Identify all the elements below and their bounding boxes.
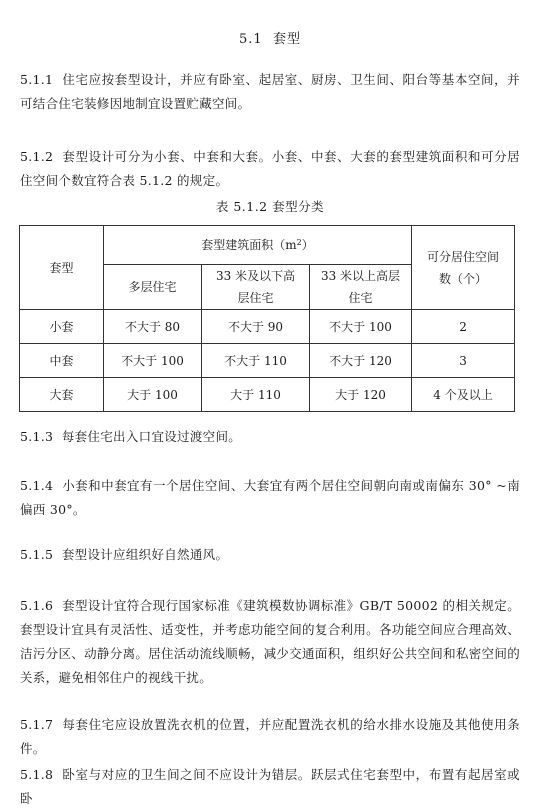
clause-text: 住宅应按套型设计，并应有卧室、起居室、厨房、卫生间、阳台等基本空间，并可结合住宅装修因地制宜设置贮藏空间。 (20, 72, 520, 111)
cell-multi: 大于 100 (104, 378, 202, 412)
clause-number: 5.1.7 (20, 717, 54, 732)
clause-number: 5.1.3 (20, 429, 54, 444)
cell-above33: 大于 120 (310, 378, 412, 412)
clause-text: 套型设计宜符合现行国家标准《建筑模数协调标准》GB/T 50002 的相关规定。套型设计宜具有灵活性、适变性，并考虑功能空间的复合利用。各功能空间应合理高效、洁污分区、动静分离。居住活动流线顺畅，减少交通面积，组织好公共空间和私密空间的关系，避免相邻住户的视线干扰。 (20, 598, 520, 685)
cell-rooms: 2 (412, 310, 515, 344)
clause-number: 5.1.5 (20, 547, 54, 562)
table-row (20, 378, 515, 412)
clause-5-1-7 (20, 713, 520, 761)
header-rooms: 可分居住空间数（个） (412, 226, 515, 310)
cell-multi: 不大于 80 (104, 310, 202, 344)
table-row (20, 310, 515, 344)
clause-number: 5.1.8 (20, 767, 54, 782)
clause-text: 小套和中套宜有一个居住空间、大套宜有两个居住空间朝向南或南偏东 30° ~南偏西 30°。 (20, 478, 520, 517)
clause-number: 5.1.2 (20, 149, 54, 164)
clause-text: 每套住宅应设放置洗衣机的位置，并应配置洗衣机的给水排水设施及其他使用条件。 (20, 717, 520, 756)
clause-number: 5.1.4 (20, 478, 54, 493)
cell-below33: 不大于 110 (202, 344, 310, 378)
header-high-rise-above-33: 33 米以上高层住宅 (310, 265, 412, 310)
cell-above33: 不大于 120 (310, 344, 412, 378)
cell-above33: 不大于 100 (310, 310, 412, 344)
clause-text: 套型设计应组织好自然通风。 (61, 547, 229, 562)
clause-number: 5.1.1 (20, 72, 54, 87)
header-area-group: 套型建筑面积$(m^2)$ (104, 226, 412, 265)
apartment-type-table (19, 225, 515, 412)
header-multi-storey: 多层住宅 (104, 265, 202, 310)
clause-5-1-5 (20, 543, 520, 567)
clause-text: 卧室与对应的卫生间之间不应设计为错层。跃层式住宅套型中，布置有起居室或卧 (20, 767, 520, 806)
table-header-row (20, 226, 515, 265)
clause-5-1-8 (20, 763, 520, 806)
cell-rooms: 4 个及以上 (412, 378, 515, 412)
cell-multi: 不大于 100 (104, 344, 202, 378)
clause-5-1-4 (20, 474, 520, 522)
cell-rooms: 3 (412, 344, 515, 378)
table-caption: 表 5.1.2 套型分类 (215, 199, 325, 214)
clause-text: 每套住宅出入口宜设过渡空间。 (61, 429, 242, 444)
clause-5-1-1 (20, 68, 520, 116)
cell-type: 小套 (20, 310, 104, 344)
cell-type: 大套 (20, 378, 104, 412)
clause-5-1-3 (20, 425, 520, 449)
table-row (20, 344, 515, 378)
header-type: 套型 (20, 226, 104, 310)
cell-below33: 大于 110 (202, 378, 310, 412)
cell-type: 中套 (20, 344, 104, 378)
clause-number: 5.1.6 (20, 598, 54, 613)
header-high-rise-below-33: 33 米及以下高层住宅 (202, 265, 310, 310)
cell-below33: 不大于 90 (202, 310, 310, 344)
clause-5-1-2 (20, 145, 520, 193)
clause-5-1-6 (20, 594, 520, 690)
clause-text: 套型设计可分为小套、中套和大套。小套、中套、大套的套型建筑面积和可分居住空间个数宜符合表 5.1.2 的规定。 (20, 149, 520, 188)
section-title: 5.1 套型 (239, 32, 301, 47)
